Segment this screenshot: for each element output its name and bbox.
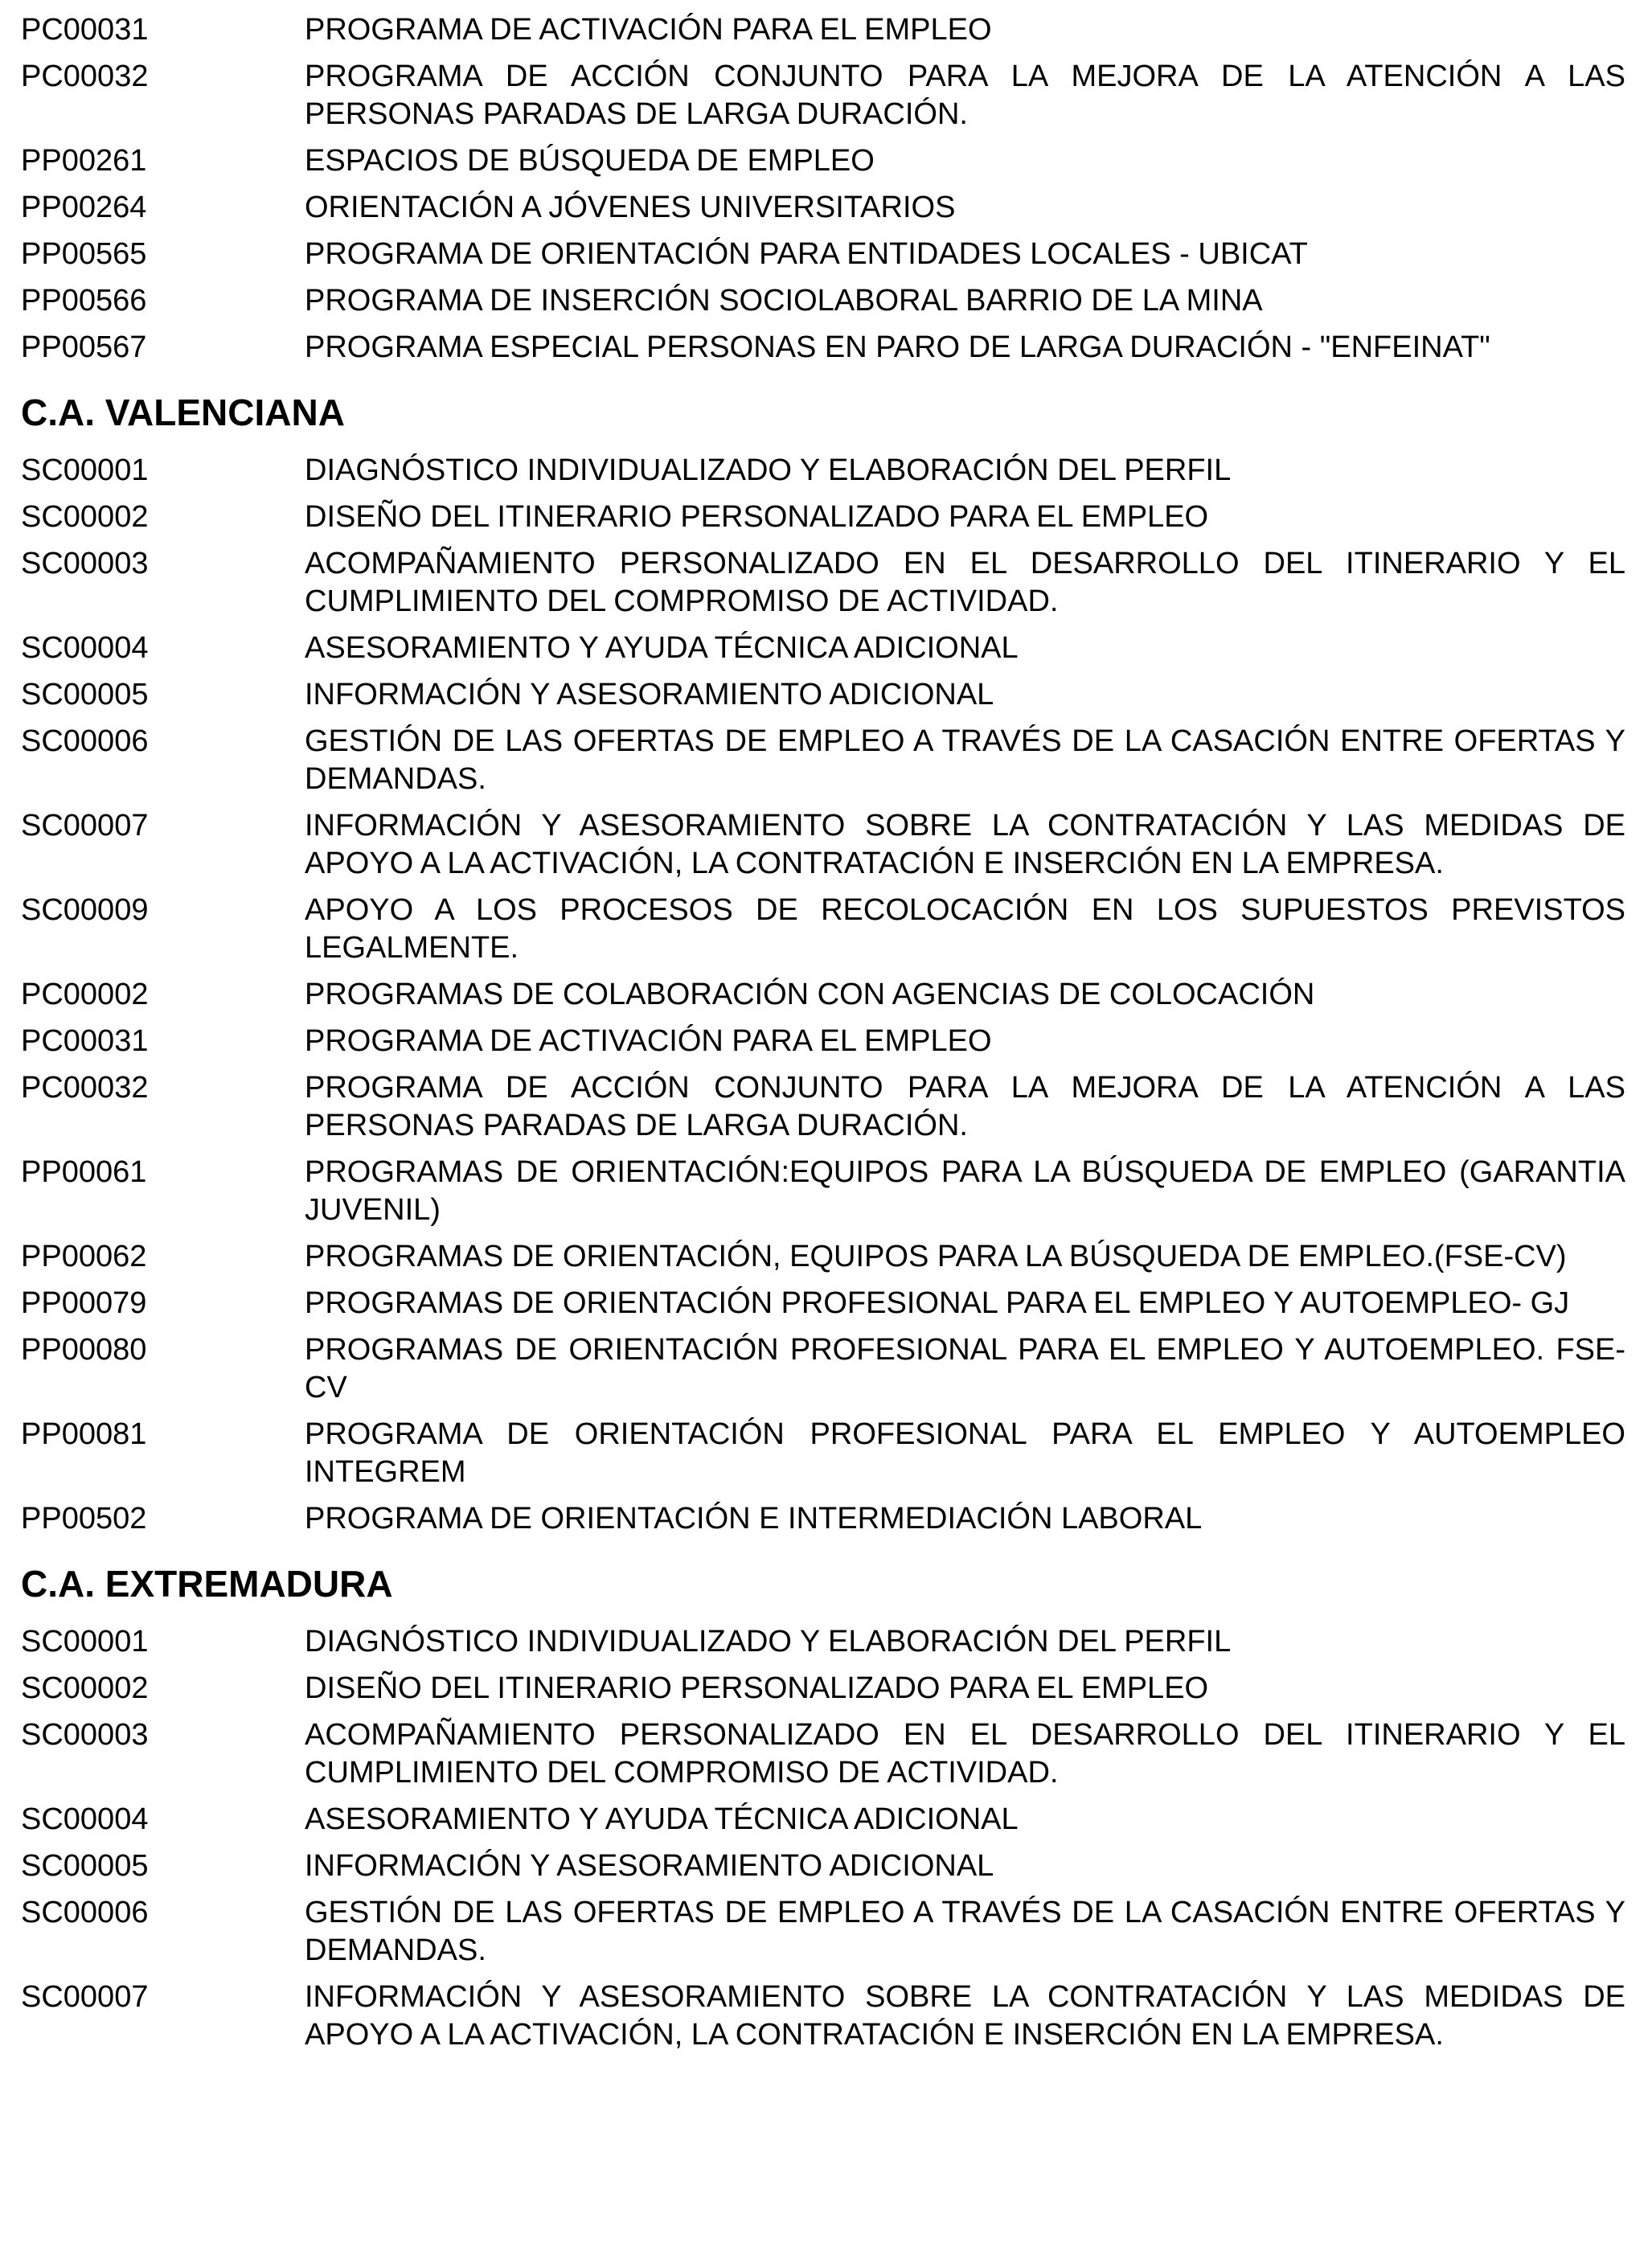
item-description: PROGRAMAS DE COLABORACIÓN CON AGENCIAS DE COLOCACIÓN (305, 978, 1315, 1011)
item-code: SC00002 (21, 1671, 149, 1705)
item-description: DISEÑO DEL ITINERARIO PERSONALIZADO PARA EL EMPLEO (305, 1671, 1209, 1705)
item-code: PP00081 (21, 1417, 147, 1451)
list-item (21, 236, 1625, 273)
item-description: ACOMPAÑAMIENTO PERSONALIZADO EN EL DESARROLLO DEL ITINERARIO Y EL CUMPLIMIENTO DEL COMPROMISO DE ACTIVIDAD. (305, 1718, 1625, 1790)
list-item (21, 1416, 1625, 1491)
item-code: PP00062 (21, 1240, 147, 1273)
item-code: PP00565 (21, 237, 147, 271)
section-heading: C.A. VALENCIANA (21, 392, 345, 433)
list-item (21, 807, 1625, 883)
document-page (21, 11, 1625, 2063)
item-description: PROGRAMAS DE ORIENTACIÓN, EQUIPOS PARA LA BÚSQUEDA DE EMPLEO.(FSE-CV) (305, 1240, 1567, 1273)
item-code: SC00001 (21, 453, 149, 487)
list-item (21, 1238, 1625, 1276)
list-item (21, 892, 1625, 967)
section-heading: C.A. EXTREMADURA (21, 1563, 393, 1605)
list-item (21, 498, 1625, 536)
list-item (21, 1069, 1625, 1145)
item-description: ASESORAMIENTO Y AYUDA TÉCNICA ADICIONAL (305, 631, 1019, 665)
item-code: SC00006 (21, 724, 149, 758)
list-item (21, 1285, 1625, 1322)
section (21, 11, 1625, 367)
item-code: SC00003 (21, 547, 149, 580)
item-description: PROGRAMA DE ORIENTACIÓN PROFESIONAL PARA EL EMPLEO Y AUTOEMPLEO INTEGREM (305, 1417, 1625, 1489)
item-code: SC00007 (21, 809, 149, 843)
item-code: SC00007 (21, 1980, 149, 2014)
item-description: DIAGNÓSTICO INDIVIDUALIZADO Y ELABORACIÓN DEL PERFIL (305, 1625, 1232, 1659)
item-code: PP00061 (21, 1155, 147, 1189)
item-description: ORIENTACIÓN A JÓVENES UNIVERSITARIOS (305, 191, 956, 224)
list-item (21, 142, 1625, 180)
list-item (21, 1894, 1625, 1970)
list-item (21, 1847, 1625, 1885)
list-item (21, 282, 1625, 320)
item-code: PC00032 (21, 59, 149, 93)
item-description: GESTIÓN DE LAS OFERTAS DE EMPLEO A TRAVÉS DE LA CASACIÓN ENTRE OFERTAS Y DEMANDAS. (305, 1896, 1625, 1967)
item-code: SC00005 (21, 1849, 149, 1883)
list-item (21, 1023, 1625, 1060)
list-item (21, 676, 1625, 714)
list-item (21, 58, 1625, 133)
item-description: PROGRAMA ESPECIAL PERSONAS EN PARO DE LARGA DURACIÓN - "ENFEINAT" (305, 330, 1490, 364)
list-item (21, 976, 1625, 1014)
list-item (21, 629, 1625, 667)
section (21, 1559, 1625, 2054)
item-code: SC00006 (21, 1896, 149, 1929)
section (21, 387, 1625, 1538)
list-item (21, 1670, 1625, 1708)
list-item (21, 1623, 1625, 1661)
item-description: PROGRAMA DE ACCIÓN CONJUNTO PARA LA MEJORA DE LA ATENCIÓN A LAS PERSONAS PARADAS DE LARGA DURACIÓN. (305, 59, 1625, 131)
item-description: PROGRAMA DE ACTIVACIÓN PARA EL EMPLEO (305, 13, 992, 47)
item-description: PROGRAMAS DE ORIENTACIÓN PROFESIONAL PARA EL EMPLEO Y AUTOEMPLEO. FSE-CV (305, 1333, 1625, 1404)
list-item (21, 189, 1625, 227)
item-code: PP00079 (21, 1286, 147, 1320)
item-description: INFORMACIÓN Y ASESORAMIENTO ADICIONAL (305, 678, 994, 711)
item-description: PROGRAMA DE ORIENTACIÓN E INTERMEDIACIÓN LABORAL (305, 1502, 1203, 1536)
item-description: DISEÑO DEL ITINERARIO PERSONALIZADO PARA EL EMPLEO (305, 500, 1209, 534)
item-code: SC00004 (21, 631, 149, 665)
item-code: SC00002 (21, 500, 149, 534)
item-code: PP00080 (21, 1333, 147, 1367)
item-description: APOYO A LOS PROCESOS DE RECOLOCACIÓN EN LOS SUPUESTOS PREVISTOS LEGALMENTE. (305, 893, 1625, 965)
list-item (21, 1500, 1625, 1538)
item-description: PROGRAMA DE INSERCIÓN SOCIOLABORAL BARRIO DE LA MINA (305, 284, 1263, 318)
item-description: PROGRAMA DE ACCIÓN CONJUNTO PARA LA MEJORA DE LA ATENCIÓN A LAS PERSONAS PARADAS DE LARGA DURACIÓN. (305, 1071, 1625, 1142)
item-code: SC00003 (21, 1718, 149, 1752)
list-item (21, 329, 1625, 367)
list-item (21, 1801, 1625, 1839)
item-description: PROGRAMA DE ORIENTACIÓN PARA ENTIDADES LOCALES - UBICAT (305, 237, 1308, 271)
list-item (21, 1154, 1625, 1229)
item-code: PC00031 (21, 13, 149, 47)
list-item (21, 545, 1625, 621)
item-code: SC00004 (21, 1802, 149, 1836)
item-code: PC00032 (21, 1071, 149, 1105)
list-item (21, 1978, 1625, 2054)
item-description: ASESORAMIENTO Y AYUDA TÉCNICA ADICIONAL (305, 1802, 1019, 1836)
item-description: INFORMACIÓN Y ASESORAMIENTO SOBRE LA CONTRATACIÓN Y LAS MEDIDAS DE APOYO A LA ACTIVACIÓN, LA CONTRATACIÓN E INSERCIÓN EN LA EMPRESA. (305, 809, 1625, 880)
item-description: INFORMACIÓN Y ASESORAMIENTO ADICIONAL (305, 1849, 994, 1883)
list-item (21, 723, 1625, 798)
list-item (21, 1716, 1625, 1792)
item-code: SC00005 (21, 678, 149, 711)
list-item (21, 1331, 1625, 1407)
item-code: PP00264 (21, 191, 147, 224)
item-code: PC00002 (21, 978, 149, 1011)
item-description: PROGRAMA DE ACTIVACIÓN PARA EL EMPLEO (305, 1024, 992, 1058)
item-code: PP00261 (21, 144, 147, 178)
item-code: PP00502 (21, 1502, 147, 1536)
list-item (21, 452, 1625, 490)
item-description: PROGRAMAS DE ORIENTACIÓN:EQUIPOS PARA LA BÚSQUEDA DE EMPLEO (GARANTIA JUVENIL) (305, 1155, 1625, 1227)
item-code: SC00009 (21, 893, 149, 927)
item-description: ESPACIOS DE BÚSQUEDA DE EMPLEO (305, 144, 875, 178)
item-description: PROGRAMAS DE ORIENTACIÓN PROFESIONAL PARA EL EMPLEO Y AUTOEMPLEO- GJ (305, 1286, 1570, 1320)
item-description: DIAGNÓSTICO INDIVIDUALIZADO Y ELABORACIÓN DEL PERFIL (305, 453, 1232, 487)
item-description: GESTIÓN DE LAS OFERTAS DE EMPLEO A TRAVÉS DE LA CASACIÓN ENTRE OFERTAS Y DEMANDAS. (305, 724, 1625, 796)
list-item (21, 11, 1625, 49)
item-code: PP00567 (21, 330, 147, 364)
item-description: ACOMPAÑAMIENTO PERSONALIZADO EN EL DESARROLLO DEL ITINERARIO Y EL CUMPLIMIENTO DEL COMPROMISO DE ACTIVIDAD. (305, 547, 1625, 618)
item-code: PP00566 (21, 284, 147, 318)
item-description: INFORMACIÓN Y ASESORAMIENTO SOBRE LA CONTRATACIÓN Y LAS MEDIDAS DE APOYO A LA ACTIVACIÓN, LA CONTRATACIÓN E INSERCIÓN EN LA EMPRESA. (305, 1980, 1625, 2052)
item-code: PC00031 (21, 1024, 149, 1058)
item-code: SC00001 (21, 1625, 149, 1659)
